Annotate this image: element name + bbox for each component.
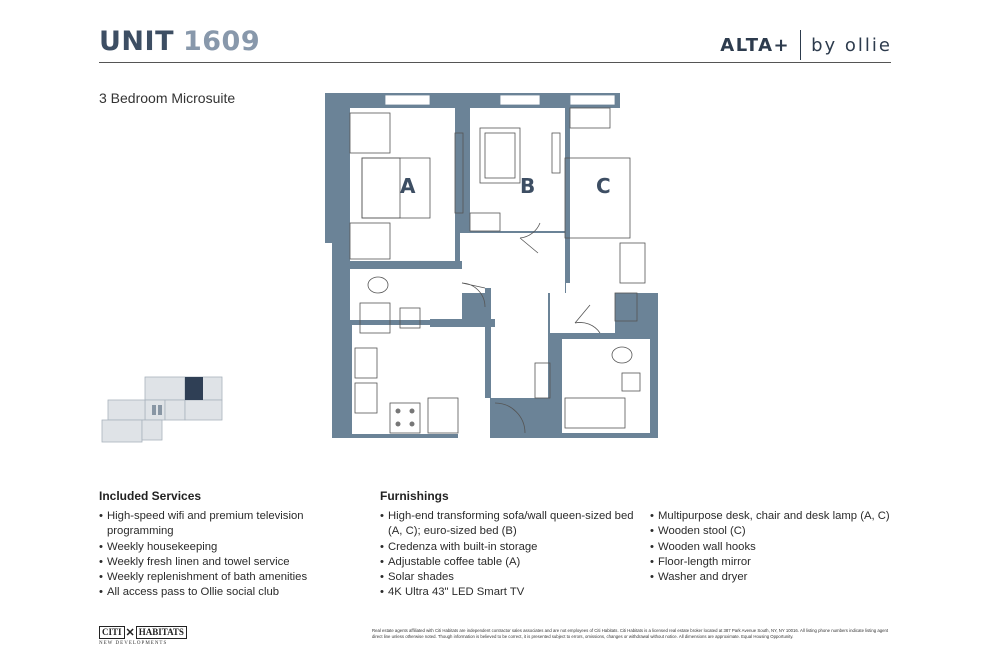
floor-plan: [310, 93, 660, 441]
room-label-a: A: [400, 174, 416, 198]
brand-divider: [800, 30, 801, 60]
logo-citi: CITI: [99, 626, 125, 639]
services-heading: Included Services: [99, 489, 202, 503]
logo-x-icon: ✕: [125, 627, 135, 639]
room-label-b: B: [520, 174, 536, 198]
disclaimer: Real estate agents affiliated with Citi Habitats are independent contractor sales associates and are not employees of Citi Habitats. Citi Habitats is a licensed real estate broker located at 387 Park Avenue South, NY, NY 10016. All listing phone numbers indicate listing agent direct line unless otherwise noted. Though information is believed to be correct, it is presented subject to errors, omissions, changes or withdrawal without notice. All dimensions are approximate. Equal Housing Opportunity.: [372, 628, 889, 639]
list-item: • Weekly fresh linen and towel service: [99, 555, 329, 570]
list-item: • Wooden stool (C): [650, 524, 895, 539]
list-item: • Solar shades: [380, 570, 648, 585]
unit-title: [99, 26, 260, 57]
room-label-c: C: [596, 174, 611, 198]
logo-habitats: HABITATS: [136, 626, 187, 639]
list-item: • Wooden wall hooks: [650, 540, 895, 555]
list-item: • Adjustable coffee table (A): [380, 555, 648, 570]
list-item: • Weekly housekeeping: [99, 540, 329, 555]
header-rule: [99, 62, 891, 63]
services-list: [99, 509, 329, 601]
list-item: • Washer and dryer: [650, 570, 895, 585]
furnishings-list-2: [650, 509, 895, 585]
key-plan: [100, 375, 225, 445]
list-item: • Floor-length mirror: [650, 555, 895, 570]
list-item: • All access pass to Ollie social club: [99, 585, 329, 600]
unit-number: 1609: [182, 26, 261, 57]
logo-subtitle: NEW DEVELOPMENTS: [99, 641, 168, 646]
unit-highlight: [185, 377, 203, 400]
list-item: • High-speed wifi and premium television programming: [99, 509, 329, 540]
brand-alta: ALTA+: [720, 34, 791, 56]
furnishings-heading: Furnishings: [380, 489, 449, 503]
list-item: • Credenza with built-in storage: [380, 540, 648, 555]
list-item: • 4K Ultra 43" LED Smart TV: [380, 585, 648, 600]
unit-type: 3 Bedroom Microsuite: [99, 90, 236, 106]
citi-habitats-logo: [99, 626, 187, 646]
list-item: • Weekly replenishment of bath amenities: [99, 570, 329, 585]
brand-by-ollie: by ollie: [811, 34, 892, 56]
list-item: • Multipurpose desk, chair and desk lamp (A, C): [650, 509, 895, 524]
list-item: • High-end transforming sofa/wall queen-sized bed (A, C); euro-sized bed (B): [380, 509, 648, 540]
furnishings-list-1: [380, 509, 648, 601]
brand-logo: [720, 30, 892, 60]
unit-label: UNIT: [99, 26, 174, 57]
